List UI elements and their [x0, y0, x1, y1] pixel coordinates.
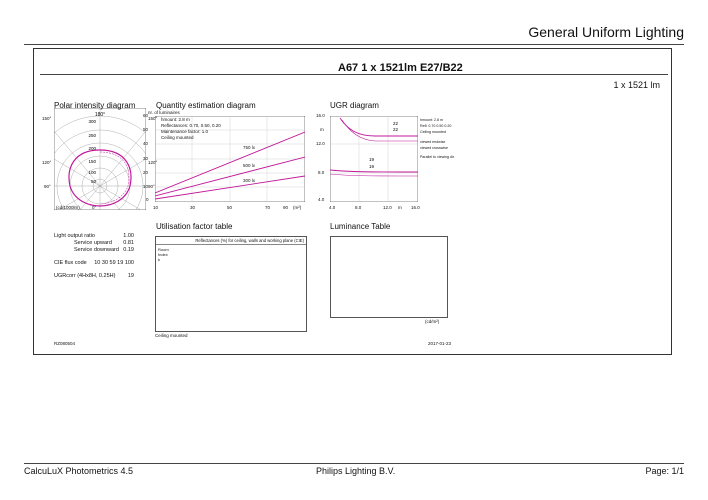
cie-value: 10 30 59 19 100: [94, 260, 134, 266]
series-label-750: 750 lx: [243, 145, 256, 150]
ugr-legend-line: viewed crosswise: [420, 146, 448, 150]
footer-rule: [24, 463, 684, 464]
y-tick: 50: [143, 127, 149, 132]
footer-right: Page: 1/1: [645, 466, 684, 476]
luminaire-title: A67 1 x 1521lm E27/B22: [338, 62, 463, 74]
polar-angle-left-top: 150°: [42, 116, 52, 121]
footer-center: Philips Lighting B.V.: [316, 466, 396, 476]
doc-code: RZ080504: [54, 341, 76, 346]
prop-label: Service upward: [74, 240, 112, 246]
doc-date: 2017-01-23: [428, 341, 452, 346]
y-tick: 30: [143, 156, 149, 161]
ugr-legend-line: Ceiling mounted: [420, 130, 446, 134]
ugr-label-top-b: 22: [393, 127, 399, 132]
x-tick: 50: [227, 205, 233, 210]
ugr-diagram: [330, 116, 418, 202]
x-unit: (m²): [293, 205, 302, 210]
utilisation-footer: Ceiling mounted: [155, 333, 188, 338]
polar-ring-label: 150: [88, 159, 96, 164]
param-line: hmount: 2.8 m: [161, 117, 190, 122]
polar-angle-right-mid: 120°: [148, 160, 158, 165]
utilisation-table-header: Reflectances (%) for ceiling, walls and working plane (CIE): [156, 237, 306, 245]
ugr-curve-mid-b: [330, 174, 418, 176]
ugr-y-tick: 4.0: [318, 197, 325, 202]
polar-diagram-title: Polar intensity diagram: [54, 101, 136, 110]
polar-ring-label: 50: [90, 179, 96, 184]
ugr-legend-line: hmount: 2.8 m: [420, 118, 443, 122]
polar-angle-left-mid: 120°: [42, 160, 52, 165]
ugr-legend-line: Refl: 0.70 0.50 0.20: [420, 124, 452, 128]
quantity-params: [161, 117, 221, 141]
quantity-diagram-title: Quantity estimation diagram: [156, 101, 256, 110]
ugr-y-tick: 8.0: [318, 170, 325, 175]
y-tick: 10: [143, 184, 149, 189]
x-tick: 30: [190, 205, 196, 210]
ugr-y-unit: m: [320, 127, 324, 132]
header-rule: [24, 44, 684, 45]
ugr-x-tick: 12.0: [383, 205, 392, 210]
x-tick: 10: [153, 205, 159, 210]
y-tick: 20: [143, 170, 149, 175]
luminance-title: Luminance Table: [330, 222, 391, 231]
polar-unit: (cd/1000lm): [56, 205, 80, 210]
utilisation-table: [155, 236, 307, 332]
footer-left: CalcuLuX Photometrics 4.5: [24, 466, 134, 476]
ugr-x-tick: 16.0: [411, 205, 420, 210]
prop-label: Light output ratio: [54, 233, 95, 239]
ugr-y-tick: 16.0: [316, 113, 325, 118]
param-line: Ceiling mounted: [161, 135, 194, 140]
y-tick: 60: [143, 113, 149, 118]
polar-ring-label: 200: [88, 146, 96, 151]
luminaire-subtitle: 1 x 1521 lm: [613, 80, 660, 90]
utilisation-title: Utilisation factor table: [156, 222, 233, 231]
ugr-diagram-title: UGR diagram: [330, 101, 379, 110]
ugr-y-tick: 12.0: [316, 141, 325, 146]
x-tick: 90: [283, 205, 289, 210]
room-index-label: Room Index k: [158, 247, 169, 262]
utilisation-props: [54, 233, 134, 280]
series-label-300: 300 lx: [243, 178, 256, 183]
polar-angle-right-top: 150°: [148, 116, 158, 121]
polar-ring-label: 300: [88, 119, 96, 124]
y-tick: 0: [146, 197, 149, 202]
prop-value: 0.19: [123, 247, 134, 253]
ugr-x-tick: 8.0: [355, 205, 362, 210]
polar-angle-left-bottom: 90°: [44, 184, 51, 189]
ugr-legend: [420, 117, 455, 160]
polar-top-angle: 180°: [94, 112, 106, 118]
prop-label: Service downward: [74, 247, 119, 253]
luminance-unit: (cd/m²): [425, 319, 440, 324]
prop-value: 0.81: [123, 240, 134, 246]
series-label-500: 500 lx: [243, 163, 256, 168]
page-header-title: General Uniform Lighting: [528, 24, 684, 40]
ugr-x-tick: 4.0: [329, 205, 336, 210]
ugr-label-mid-b: 19: [369, 164, 375, 169]
ugr-curve-mid: [330, 170, 418, 172]
luminaire-rule: [40, 74, 668, 75]
polar-angle-right-bottom: 90°: [148, 184, 155, 189]
cie-label: CIE flux code: [54, 260, 87, 266]
ugr-curve-top: [340, 118, 418, 136]
ugr-label-mid-a: 19: [369, 157, 375, 162]
param-line: Reflectances: 0.70, 0.50, 0.20: [161, 123, 221, 128]
ugr-legend-line: Parallel to viewing dir.: [420, 155, 455, 159]
ugr-label-top-a: 22: [393, 121, 399, 126]
ugr-x-unit: m: [398, 205, 402, 210]
quantity-y-unit: nr. of luminaires: [148, 110, 180, 115]
x-tick: 70: [265, 205, 271, 210]
polar-diagram: [54, 108, 149, 210]
polar-ring-label: 100: [88, 170, 96, 175]
luminance-table: [330, 236, 448, 318]
param-line: Maintenance factor: 1.0: [161, 129, 209, 134]
ugr-corr-value: 19: [127, 273, 134, 279]
ugr-legend-line: viewed endwise: [420, 140, 446, 144]
prop-value: 1.00: [123, 233, 134, 239]
polar-ring-label: 250: [88, 133, 96, 138]
ugr-corr-label: UGRcorr (4Hx8H, 0.25H): [54, 273, 116, 279]
y-tick: 40: [143, 141, 149, 146]
ugr-curve-top-b: [342, 120, 418, 141]
polar-bottom-angle: 0°: [92, 205, 97, 210]
